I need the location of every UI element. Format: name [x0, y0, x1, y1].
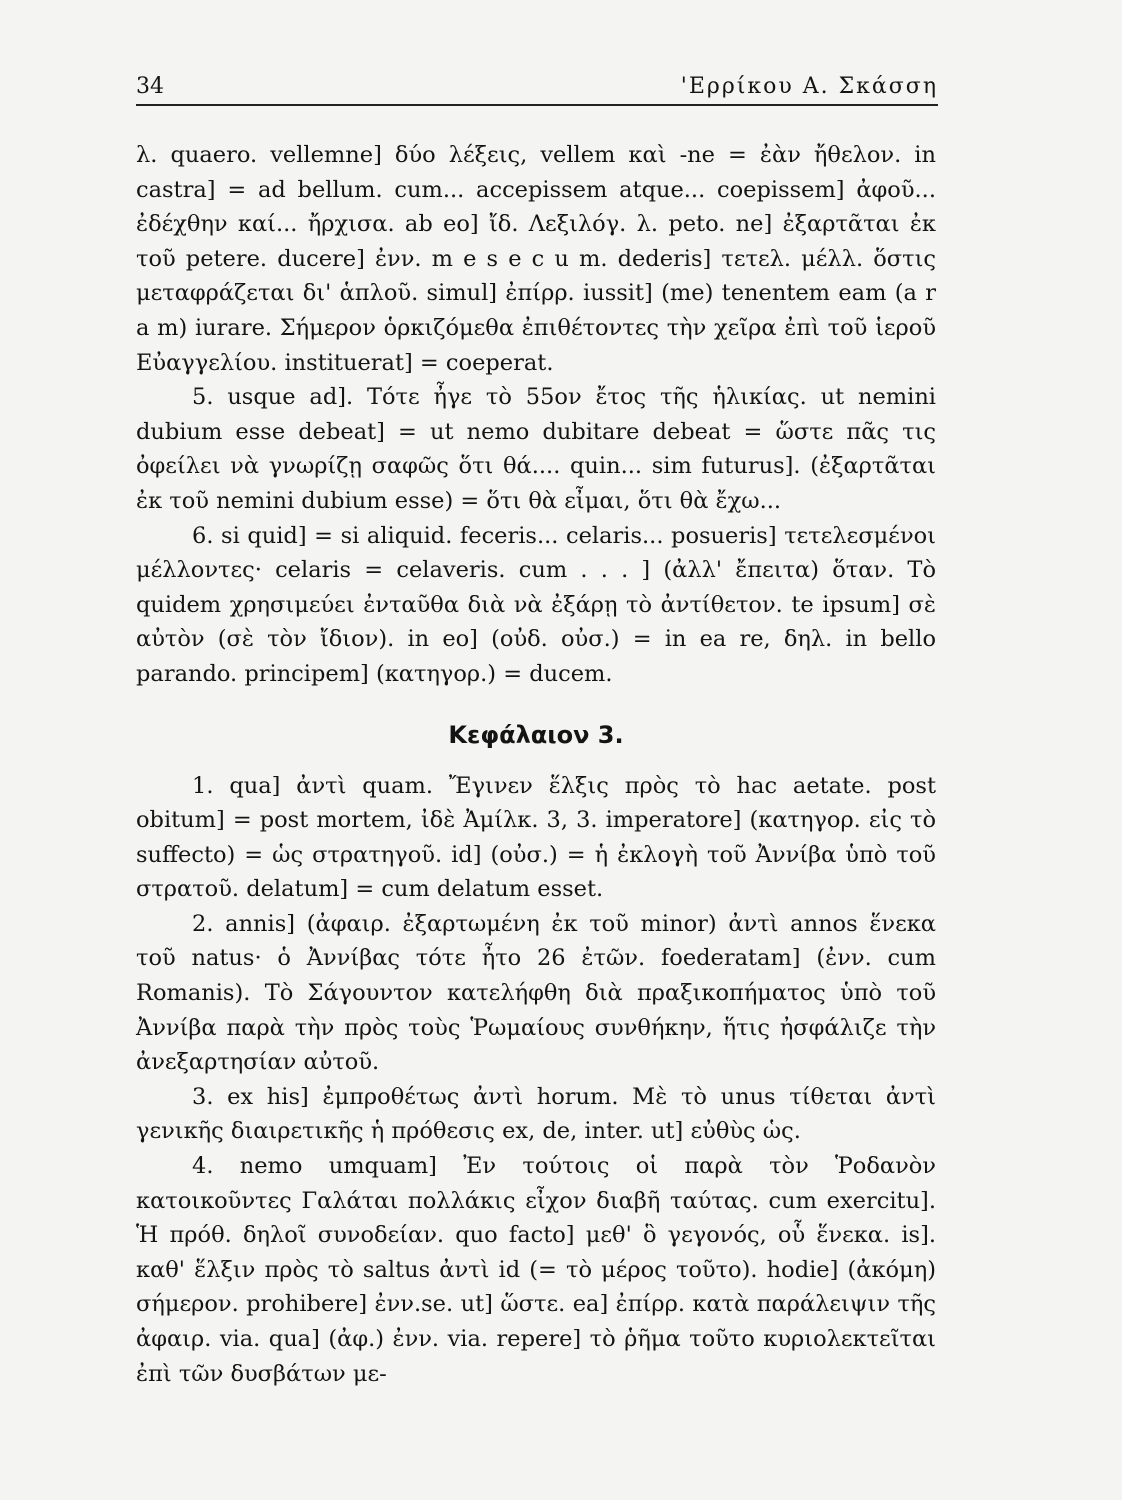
page-number: 34 [136, 74, 164, 99]
paragraph: 5. usque ad]. Τότε ἦγε τὸ 55ον ἔτος τῆς ἡλικίας. ut nemini dubium esse debeat] = ut nemo dubitare debeat = ὥστε πᾶς τις ὀφείλει νὰ γνωρίζῃ σαφῶς ὅτι θά.... quin... sim futurus]. (ἐξαρτᾶται ἐκ τοῦ nemini dubium esse) = ὅτι θὰ εἶμαι, ὅτι θὰ ἔχω... [136, 384, 936, 514]
paragraph: λ. quaero. vellemne] δύο λέξεις, vellem καὶ -ne = ἐὰν ἤθελον. in castra] = ad bellum. cum... accepissem atque... coepissem] ἀφοῦ... ἐδέχθην καί... ἤρχισα. ab eo] ἴδ. Λεξιλόγ. λ. peto. ne] ἐξαρτᾶται ἐκ τοῦ petere. ducere] ἐνν. m e s e c u m. dederis] τετελ. μέλλ. ὅστις μεταφράζεται δι' ἁπλοῦ. simul] ἐπίρρ. iussit] (me) tenentem eam (a r a m) iurare. Σήμερον ὁρκιζόμεθα ἐπιθέτοντες τὴν χεῖρα ἐπὶ τοῦ ἱεροῦ Εὐαγγελίου. instituerat] = coeperat. [136, 142, 936, 376]
paragraph: 3. ex his] ἐμπροθέτως ἀντὶ horum. Μὲ τὸ unus τίθεται ἀντὶ γενικῆς διαιρετικῆς ἡ πρόθεσις ex, de, inter. ut] εὐθὺς ὡς. [136, 1083, 936, 1145]
page-body [136, 138, 936, 1391]
paragraph: 1. qua] ἀντὶ quam. Ἔγινεν ἕλξις πρὸς τὸ hac aetate. post obitum] = post mortem, ἰδὲ Ἀμίλκ. 3, 3. imperatore] (κατηγορ. εἰς τὸ suffecto) = ὡς στρατηγοῦ. id] (οὐσ.) = ἡ ἐκλογὴ τοῦ Ἀννίβα ὑπὸ τοῦ στρατοῦ. delatum] = cum delatum esset. [136, 772, 936, 903]
paragraph: 6. si quid] = si aliquid. feceris... celaris... posueris] τετελεσμένοι μέλλοντες· celaris = celaveris. cum . . . ] (ἀλλ' ἔπειτα) ὅταν. Τὸ quidem χρησιμεύει ἐνταῦθα διὰ νὰ ἐξάρῃ τὸ ἀντίθετον. te ipsum] σὲ αὐτὸν (σὲ τὸν ἴδιον). in eo] (οὐδ. οὐσ.) = in ea re, δηλ. in bello parando. principem] (κατηγορ.) = ducem. [136, 522, 936, 687]
page-header [136, 74, 938, 106]
paragraph: 2. annis] (ἀφαιρ. ἐξαρτωμένη ἐκ τοῦ minor) ἀντὶ annos ἕνεκα τοῦ natus· ὁ Ἀννίβας τότε ἦτο 26 ἐτῶν. foederatam] (ἐνν. cum Romanis). Τὸ Σάγουντον κατελήφθη διὰ πραξικοπήματος ὑπὸ τοῦ Ἀννίβα παρὰ τὴν πρὸς τοὺς Ῥωμαίους συνθήκην, ἥτις ἠσφάλιζε τὴν ἀνεξαρτησίαν αὐτοῦ. [136, 910, 936, 1076]
commentary-section-1 [136, 138, 936, 692]
running-head: 'Ερρίκου Α. Σκάσση [680, 74, 938, 99]
chapter-3-section [136, 721, 936, 1392]
paragraph: 4. nemo umquam] Ἐν τούτοις οἱ παρὰ τὸν Ῥοδανὸν κατοικοῦντες Γαλάται πολλάκις εἶχον διαβῆ ταύτας. cum exercitu]. Ἡ πρόθ. δηλοῖ συνοδείαν. quo facto] μεθ' ὃ γεγονός, οὗ ἕνεκα. is]. καθ' ἕλξιν πρὸς τὸ saltus ἀντὶ id (= τὸ μέρος τοῦτο). hodie] (ἀκόμη) σήμερον. prohibere] ἐνν.se. ut] ὥστε. ea] ἐπίρρ. κατὰ παράλειψιν τῆς ἀφαιρ. via. qua] (ἀφ.) ἐνν. via. repere] τὸ ῥῆμα τοῦτο κυριολεκτεῖται ἐπὶ τῶν δυσβάτων με- [136, 1153, 936, 1387]
chapter-heading: Κεφάλαιον 3. [448, 720, 624, 749]
